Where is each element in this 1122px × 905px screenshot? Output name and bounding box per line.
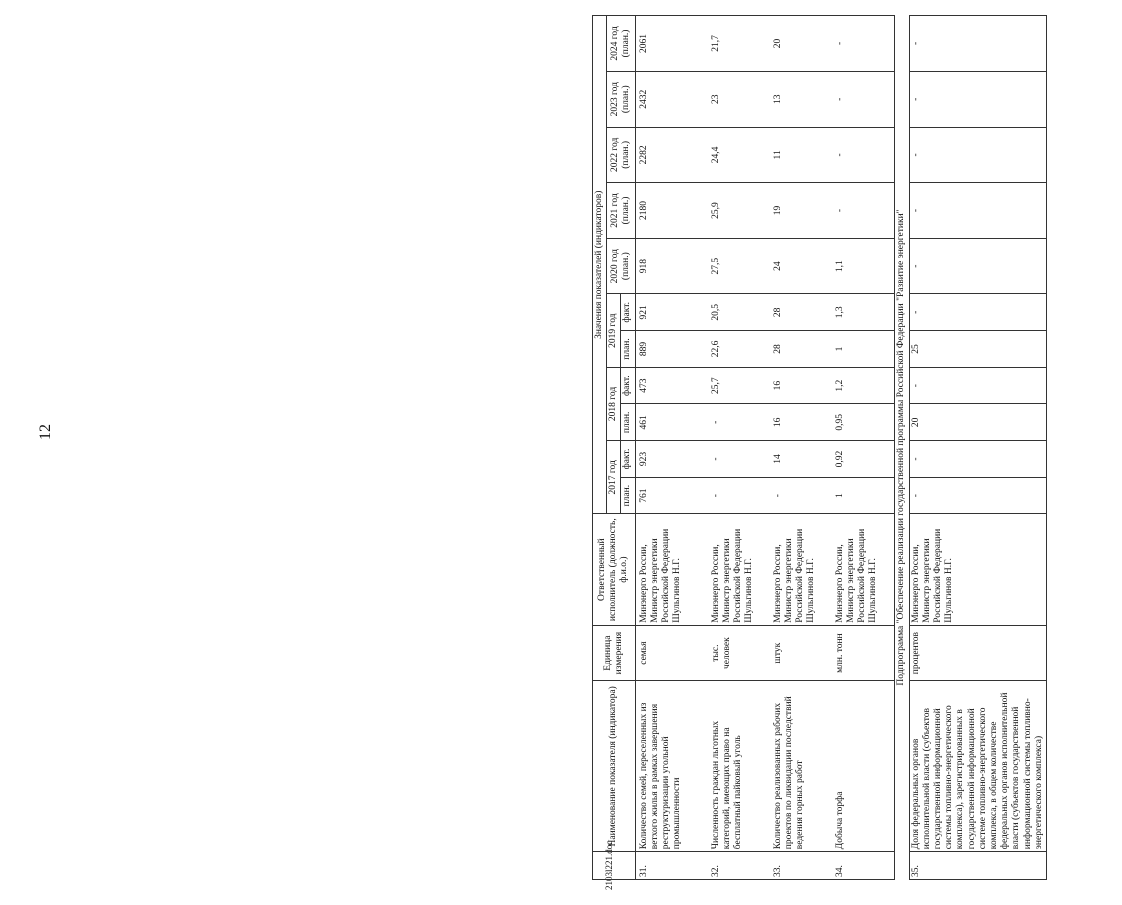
value-2018-plan: 16 bbox=[772, 404, 834, 441]
indicator-name: Численность граждан льготных категорий, имеющих право на бесплатный пайковый уголь bbox=[710, 681, 772, 852]
value-2022: - bbox=[834, 127, 895, 183]
value-2020: 1,1 bbox=[834, 238, 895, 294]
value-2017-plan: - bbox=[772, 477, 834, 514]
indicator-name: Добыча торфа bbox=[834, 681, 895, 852]
value-2019-fact: 28 bbox=[772, 294, 834, 331]
footer-doc-code: 2103l221.doc bbox=[604, 840, 614, 890]
unit-cell: штук bbox=[772, 625, 834, 681]
table-row-32 bbox=[710, 16, 772, 880]
value-2018-plan: - bbox=[710, 404, 772, 441]
value-2024: - bbox=[909, 16, 1046, 72]
row-number: 32. bbox=[710, 852, 772, 880]
value-2017-fact: - bbox=[909, 441, 1046, 478]
value-2022: - bbox=[909, 127, 1046, 183]
indicator-name: Количество семей, переселенных из ветхого жилья в рамках завершения реструктуризации угольной промышленности bbox=[635, 681, 710, 852]
header-2023: 2023 год (план.) bbox=[607, 71, 635, 127]
value-2023: - bbox=[834, 71, 895, 127]
executor-cell: Минэнерго России, Министр энергетики Российской Федерации Шульгинов Н.Г. bbox=[710, 514, 772, 625]
rotated-table-sheet bbox=[592, 15, 1122, 880]
unit-cell: семья bbox=[635, 625, 710, 681]
header-2020: 2020 год (план.) bbox=[607, 238, 635, 294]
row-number: 35. bbox=[909, 852, 1046, 880]
header-2019: 2019 год bbox=[607, 294, 621, 367]
value-2017-fact: 14 bbox=[772, 441, 834, 478]
header-values-group: Значения показателей (индикаторов) bbox=[593, 16, 607, 515]
value-2020: 27,5 bbox=[710, 238, 772, 294]
header-2021: 2021 год (план.) bbox=[607, 183, 635, 239]
value-2018-fact: 16 bbox=[772, 367, 834, 404]
table-row-33 bbox=[772, 16, 834, 880]
value-2019-plan: 22,6 bbox=[710, 331, 772, 368]
value-2023: 2432 bbox=[635, 71, 710, 127]
value-2019-plan: 889 bbox=[635, 331, 710, 368]
indicator-name: Количество реализованных рабочих проектов по ликвидации последствий ведения горных работ bbox=[772, 681, 834, 852]
value-2018-fact: - bbox=[909, 367, 1046, 404]
table-header bbox=[593, 16, 636, 880]
header-no bbox=[593, 852, 636, 880]
table-row-34 bbox=[834, 16, 895, 880]
value-2023: 23 bbox=[710, 71, 772, 127]
value-2021: 19 bbox=[772, 183, 834, 239]
executor-cell: Минэнерго России, Министр энергетики Российской Федерации Шульгинов Н.Г. bbox=[834, 514, 895, 625]
row-number: 31. bbox=[635, 852, 710, 880]
executor-cell: Минэнерго России, Министр энергетики Российской Федерации Шульгинов Н.Г. bbox=[909, 514, 1046, 625]
header-2024: 2024 год (план.) bbox=[607, 16, 635, 72]
value-2022: 24,4 bbox=[710, 127, 772, 183]
value-2019-fact: 921 bbox=[635, 294, 710, 331]
value-2024: 21,7 bbox=[710, 16, 772, 72]
header-2017: 2017 год bbox=[607, 441, 621, 514]
value-2017-plan: - bbox=[710, 477, 772, 514]
value-2024: 20 bbox=[772, 16, 834, 72]
header-2019-plan: план. bbox=[621, 331, 635, 368]
unit-cell: тыс. человек bbox=[710, 625, 772, 681]
indicator-name: Доля федеральных органов исполнительной власти (субъектов государственной информационной системы топливно-энергетического комплекса), зарегистрированных в государственной информационной системе топливно-энергетического комплекса, в общем количестве федеральных органов исполнительной власти (субъектов государственной информационной системы топливно-энергетического комплекса) bbox=[909, 681, 1046, 852]
header-name: Наименование показателя (индикатора) bbox=[593, 681, 636, 852]
unit-cell: млн. тонн bbox=[834, 625, 895, 681]
value-2017-plan: 761 bbox=[635, 477, 710, 514]
value-2017-plan: - bbox=[909, 477, 1046, 514]
value-2024: 2061 bbox=[635, 16, 710, 72]
header-2018-fact: факт. bbox=[621, 367, 635, 404]
value-2019-plan: 25 bbox=[909, 331, 1046, 368]
row-number: 33. bbox=[772, 852, 834, 880]
value-2020: - bbox=[909, 238, 1046, 294]
value-2018-plan: 461 bbox=[635, 404, 710, 441]
header-2019-fact: факт. bbox=[621, 294, 635, 331]
executor-cell: Минэнерго России, Министр энергетики Российской Федерации Шульгинов Н.Г. bbox=[635, 514, 710, 625]
value-2018-fact: 25,7 bbox=[710, 367, 772, 404]
header-2018: 2018 год bbox=[607, 367, 621, 440]
subprogram-title: Подпрограмма "Обеспечение реализации государственной программы Российской Федерации "Развитие энергетики" bbox=[894, 16, 909, 880]
value-2022: 11 bbox=[772, 127, 834, 183]
header-2022: 2022 год (план.) bbox=[607, 127, 635, 183]
value-2017-fact: - bbox=[710, 441, 772, 478]
value-2019-fact: 20,5 bbox=[710, 294, 772, 331]
value-2021: - bbox=[834, 183, 895, 239]
table-row-35 bbox=[909, 16, 1046, 880]
table-row-31 bbox=[635, 16, 710, 880]
value-2019-fact: - bbox=[909, 294, 1046, 331]
value-2024: - bbox=[834, 16, 895, 72]
value-2021: 25,9 bbox=[710, 183, 772, 239]
value-2018-plan: 20 bbox=[909, 404, 1046, 441]
value-2023: 13 bbox=[772, 71, 834, 127]
indicators-table bbox=[592, 15, 1047, 880]
subprogram-row bbox=[894, 16, 909, 880]
value-2017-plan: 1 bbox=[834, 477, 895, 514]
value-2023: - bbox=[909, 71, 1046, 127]
value-2017-fact: 0,92 bbox=[834, 441, 895, 478]
header-executor: Ответственный исполнитель (должность, ф.и.о.) bbox=[593, 514, 636, 625]
page-number: 12 bbox=[37, 424, 54, 440]
value-2018-fact: 473 bbox=[635, 367, 710, 404]
header-unit: Единица измерения bbox=[593, 625, 636, 681]
unit-cell: процентов bbox=[909, 625, 1046, 681]
executor-cell: Минэнерго России, Министр энергетики Российской Федерации Шульгинов Н.Г. bbox=[772, 514, 834, 625]
value-2020: 918 bbox=[635, 238, 710, 294]
value-2018-fact: 1,2 bbox=[834, 367, 895, 404]
value-2019-fact: 1,3 bbox=[834, 294, 895, 331]
value-2022: 2282 bbox=[635, 127, 710, 183]
value-2021: - bbox=[909, 183, 1046, 239]
value-2021: 2180 bbox=[635, 183, 710, 239]
header-2017-plan: план. bbox=[621, 477, 635, 514]
header-2017-fact: факт. bbox=[621, 441, 635, 478]
value-2017-fact: 923 bbox=[635, 441, 710, 478]
value-2019-plan: 1 bbox=[834, 331, 895, 368]
value-2019-plan: 28 bbox=[772, 331, 834, 368]
value-2020: 24 bbox=[772, 238, 834, 294]
value-2018-plan: 0,95 bbox=[834, 404, 895, 441]
row-number: 34. bbox=[834, 852, 895, 880]
header-2018-plan: план. bbox=[621, 404, 635, 441]
